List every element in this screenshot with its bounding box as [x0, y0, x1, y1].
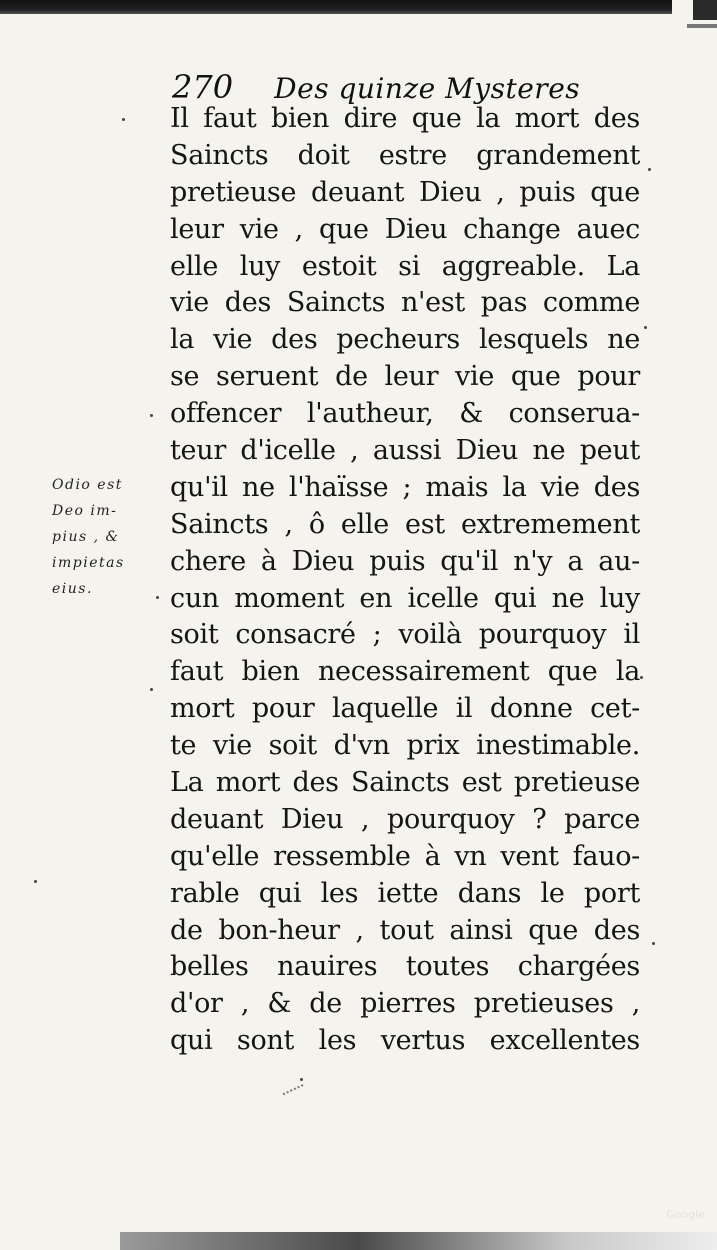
margin-note-line: eius. [52, 581, 93, 597]
scan-speck [34, 880, 37, 883]
text-line: deuant Dieu , pourquoy ? parce [170, 803, 640, 835]
text-line: pretieuse deuant Dieu , puis que [170, 176, 640, 208]
scan-speck [648, 168, 651, 171]
text-line: leur vie , que Dieu change auec [170, 213, 640, 245]
text-line: la vie des pecheurs lesquels ne [170, 324, 640, 356]
text-line: qu'elle ressemble à vn vent fauo- [170, 840, 640, 872]
text-line: Saincts , ô elle est extremement [170, 508, 640, 540]
scan-speck [122, 118, 125, 121]
text-line: chere à Dieu puis qu'il n'y a au- [170, 545, 640, 577]
text-line: cun moment en icelle qui ne luy [170, 582, 640, 614]
scan-speck [644, 326, 647, 329]
margin-note-line: impietas [52, 555, 125, 571]
scan-top-edge [0, 0, 672, 14]
text-line: La mort des Saincts est pretieuse [170, 767, 640, 799]
text-line: vie des Saincts n'est pas comme [170, 287, 640, 319]
text-line: se seruent de leur vie que pour [170, 361, 640, 393]
scan-speck [150, 414, 153, 417]
scan-bottom-edge [120, 1232, 717, 1250]
text-line: elle luy estoit si aggreable. La [170, 250, 640, 282]
margin-note [52, 472, 156, 602]
text-line: offencer l'autheur, & conserua- [170, 398, 640, 430]
text-line: qu'il ne l'haïsse ; mais la vie des [170, 471, 640, 503]
text-line: te vie soit d'vn prix inestimable. [170, 730, 640, 762]
margin-note-line: Odio est [52, 477, 123, 493]
text-line: faut bien necessairement que la [170, 656, 640, 688]
margin-note-line: pius , & [52, 529, 120, 545]
text-line: belles nauires toutes chargées [170, 951, 640, 983]
scan-smudge [283, 1084, 310, 1108]
text-line: d'or , & de pierres pretieuses , [170, 988, 640, 1020]
text-line: teur d'icelle , aussi Dieu ne peut [170, 435, 640, 467]
text-line: soit consacré ; voilà pourquoy il [170, 619, 640, 651]
scan-corner-mark [693, 0, 717, 20]
text-line: mort pour laquelle il donne cet- [170, 693, 640, 725]
margin-note-line: Deo im- [52, 503, 118, 519]
scan-speck [640, 676, 643, 679]
text-line: Saincts doit estre grandement [170, 139, 640, 171]
text-line: Il faut bien dire que la mort des [170, 103, 640, 134]
scan-watermark: Google [666, 1208, 705, 1221]
page-number: 270 [172, 68, 234, 106]
body-text [170, 101, 640, 1060]
scan-speck [150, 688, 153, 691]
scan-speck [300, 1078, 303, 1081]
scan-speck [652, 942, 655, 945]
running-head: Des quinze Mysteres [274, 72, 581, 105]
text-line: rable qui les iette dans le port [170, 877, 640, 909]
text-line: qui sont les vertus excellentes [170, 1025, 640, 1057]
text-line: de bon-heur , tout ainsi que des [170, 914, 640, 946]
scan-speck [156, 596, 159, 599]
scan-corner-mark-lower [687, 24, 717, 28]
